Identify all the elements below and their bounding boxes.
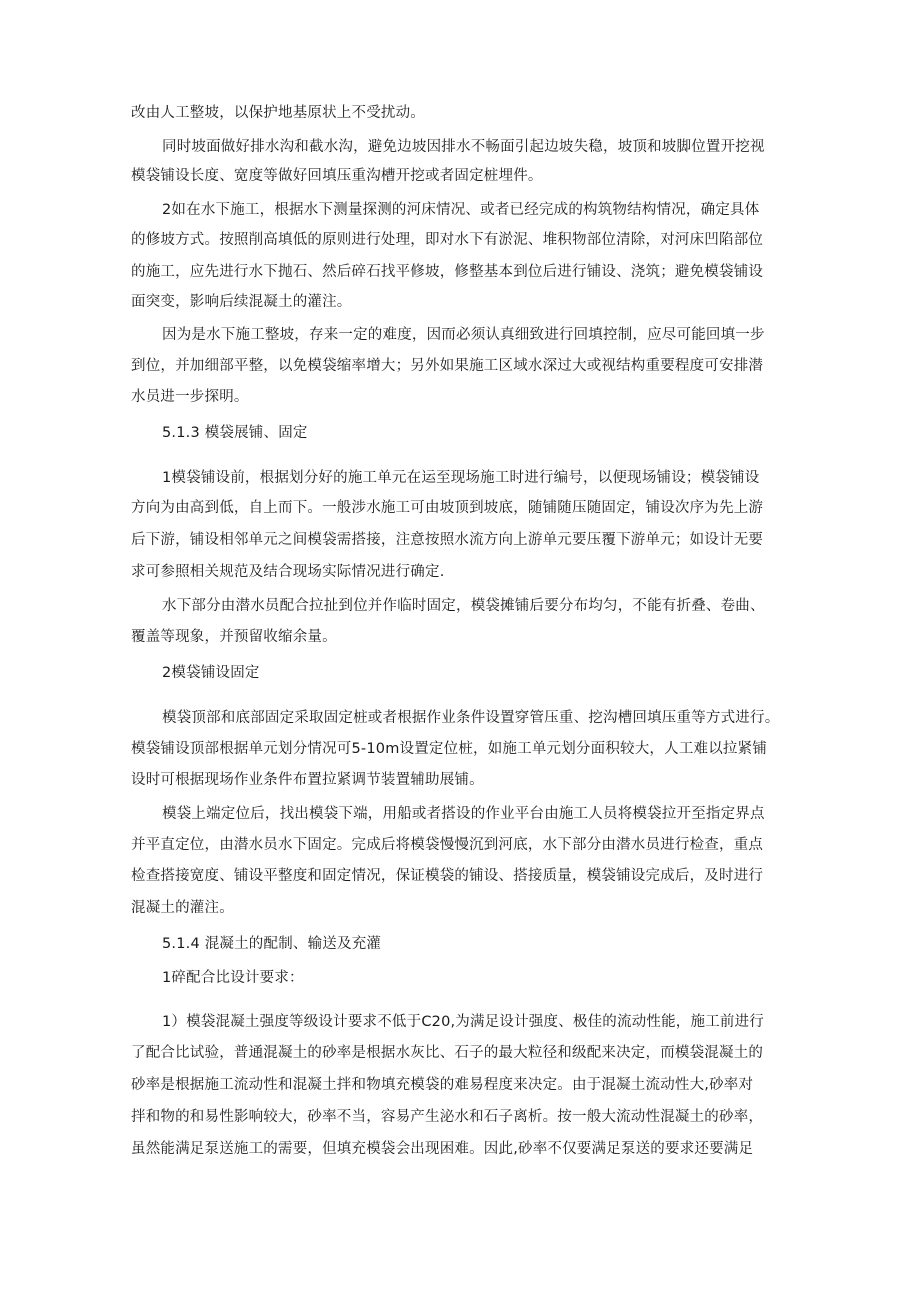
section-heading: 5.1.4 混凝土的配制、输送及充灌 — [162, 936, 382, 952]
paragraph-line: 2如在水下施工，根据水下测量探测的河床情况、或者已经完成的构筑物结构情况，确定具体 — [162, 202, 760, 218]
subsection-heading: 1碎配合比设计要求： — [162, 970, 304, 986]
subsection-heading: 2模袋铺设固定 — [162, 665, 260, 681]
paragraph-line: 1）模袋混凝土强度等级设计要求不低于C20,为满足设计强度、极佳的流动性能，施工前进行 — [162, 1014, 765, 1030]
paragraph-line: 水下部分由潜水员配合拉扯到位并作临时固定，模袋摊铺后要分布均匀，不能有折叠、卷曲、 — [162, 598, 765, 614]
paragraph-line: 到位，并加细部平整，以免模袋缩率增大；另外如果施工区域水深过大或视结构重要程度可安排潜 — [131, 358, 764, 374]
paragraph-line: 模袋顶部和底部固定采取固定桩或者根据作业条件设置穿管压重、挖沟槽回填压重等方式进行。 — [162, 710, 780, 726]
paragraph-line: 砂率是根据施工流动性和混凝土拌和物填充模袋的难易程度来决定。由于混凝土流动性大,砂率对 — [131, 1077, 754, 1093]
paragraph-line: 同时坡面做好排水沟和截水沟，避免边坡因排水不畅面引起边坡失稳，坡顶和坡脚位置开挖视 — [162, 139, 765, 155]
paragraph-line: 后下游，铺设相邻单元之间模袋需搭接，注意按照水流方向上游单元要压覆下游单元；如设计无要 — [131, 532, 764, 548]
paragraph-line: 方向为由高到低，自上而下。一般涉水施工可由坡顶到坡底，随铺随压随固定，铺设次序为先上游 — [131, 500, 764, 516]
paragraph-line: 因为是水下施工整坡，存来一定的难度，因而必须认真细致进行回填控制，应尽可能回填一步 — [162, 327, 765, 343]
paragraph-line: 混凝土的灌注。 — [131, 900, 234, 916]
paragraph-line: 虽然能满足泵送施工的需要，但填充模袋会出现困难。因此,砂率不仅要满足泵送的要求还要满足 — [131, 1141, 754, 1157]
paragraph-line: 拌和物的和易性影响较大，砂率不当，容易产生泌水和石子离析。按一般大流动性混凝土的砂率， — [131, 1109, 764, 1125]
section-heading: 5.1.3 模袋展铺、固定 — [162, 425, 308, 441]
paragraph-line: 设时可根据现场作业条件布置拉紧调节装置辅助展铺。 — [131, 772, 484, 788]
paragraph-line: 求可参照相关规范及结合现场实际情况进行确定. — [131, 564, 445, 580]
paragraph-line: 模袋铺设长度、宽度等做好回填压重沟槽开挖或者固定桩埋件。 — [131, 168, 543, 184]
paragraph-line: 覆盖等现象，并预留收缩余量。 — [131, 629, 337, 645]
paragraph-line: 检查搭接宽度、铺设平整度和固定情况，保证模袋的铺设、搭接质量，模袋铺设完成后，及时进行 — [131, 868, 764, 884]
paragraph-line: 并平直定位，由潜水员水下固定。完成后将模袋慢慢沉到河底，水下部分由潜水员进行检查，重点 — [131, 837, 764, 853]
paragraph-line: 了配合比试验，普通混凝土的砂率是根据水灰比、石子的最大粒径和级配来决定，而模袋混凝土的 — [131, 1045, 764, 1061]
paragraph-line: 水员进一步探明。 — [131, 389, 249, 405]
paragraph-line: 的施工，应先进行水下抛石、然后碎石找平修坡，修整基本到位后进行铺设、浇筑；避免模袋铺设 — [131, 264, 764, 280]
paragraph-line: 模袋铺设顶部根据单元划分情况可5-10m设置定位桩，如施工单元划分面积较大，人工难以拉紧铺 — [131, 741, 768, 757]
paragraph-line: 的修坡方式。按照削高填低的原则进行处理，即对水下有淤泥、堆积物部位清除，对河床凹陷部位 — [131, 232, 764, 248]
paragraph-line: 改由人工整坡，以保护地基原状上不受扰动。 — [131, 105, 425, 121]
paragraph-line: 模袋上端定位后，找出模袋下端，用船或者搭设的作业平台由施工人员将模袋拉开至指定界点 — [162, 806, 765, 822]
paragraph-line: 面突变，影响后续混凝土的灌注。 — [131, 294, 352, 310]
paragraph-line: 1模袋铺设前，根据划分好的施工单元在运至现场施工时进行编号，以便现场铺设；模袋铺设 — [162, 470, 760, 486]
